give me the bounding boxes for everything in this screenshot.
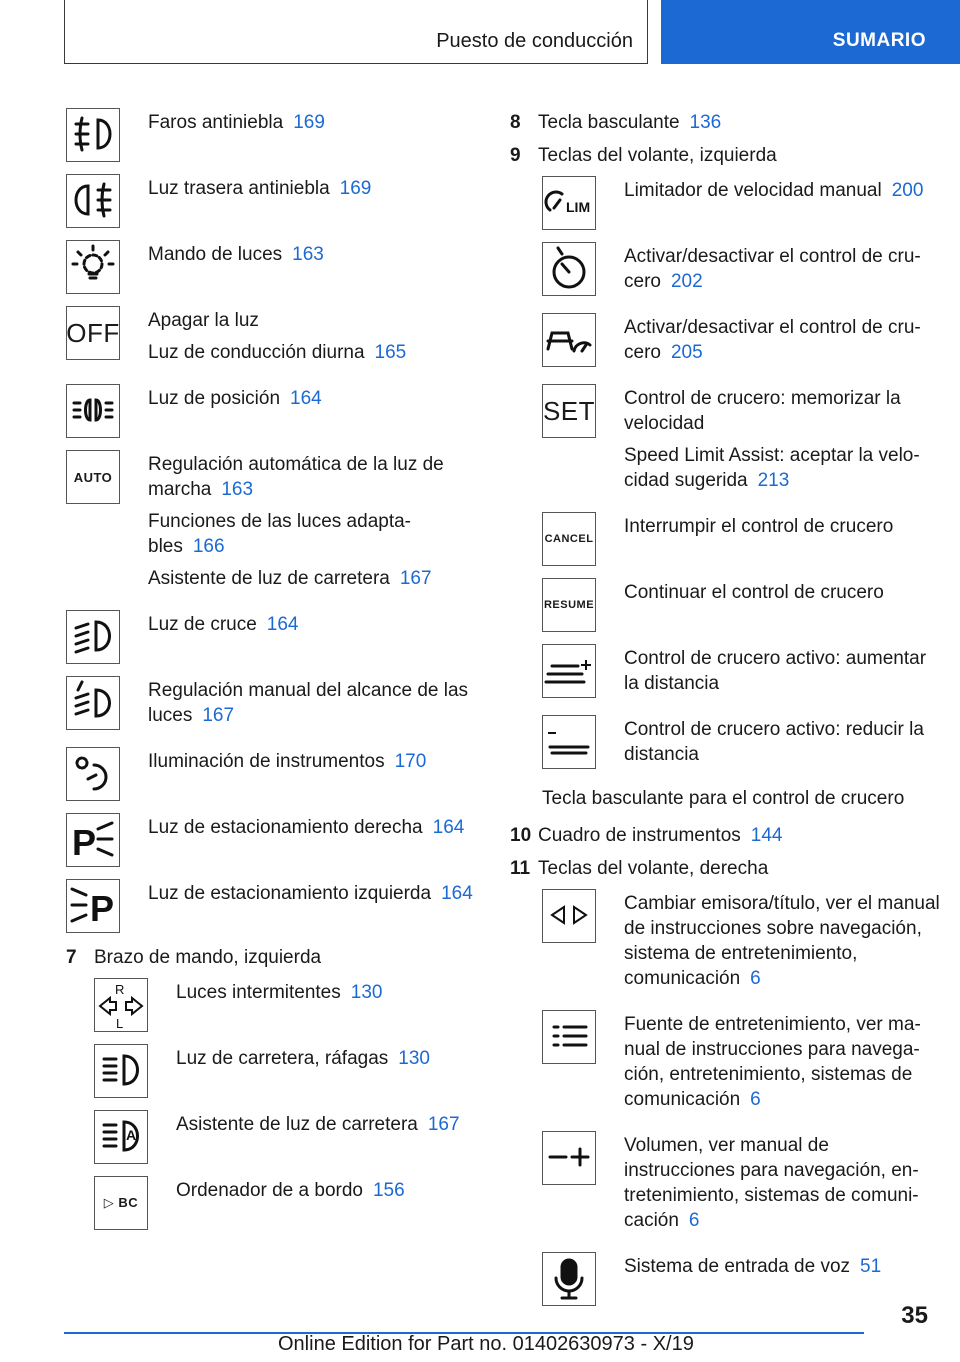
fog-light-rear-icon — [66, 174, 120, 228]
entry-description — [148, 747, 426, 801]
entry-text: Control de crucero: memorizar la velocidad — [624, 388, 901, 434]
entry-description — [624, 384, 940, 500]
entry-text: Volumen, ver manual de instrucciones para navegación, entretenimiento, sistemas de comunicación — [624, 1135, 919, 1231]
entry-row — [542, 1131, 940, 1240]
page-ref-link[interactable]: 167 — [202, 705, 235, 726]
entry-description — [624, 242, 940, 301]
page-ref-link[interactable]: 167 — [427, 1114, 460, 1135]
entry-text: Control de crucero activo: aumentar la distancia — [624, 648, 927, 694]
entry-line — [624, 717, 940, 767]
page-ref-link[interactable]: 156 — [372, 1180, 405, 1201]
page-ref-link[interactable]: 170 — [394, 751, 427, 772]
entry-line — [624, 244, 940, 294]
entry-line — [148, 815, 464, 840]
item-11 — [510, 856, 940, 881]
entry-line — [176, 1046, 430, 1071]
parking-light-left-icon — [66, 879, 120, 933]
icon-label: SET — [542, 395, 596, 426]
entry-row — [66, 676, 476, 735]
entry-text: Sistema de entrada de voz — [624, 1256, 851, 1277]
entry-line — [148, 340, 406, 365]
entry-description — [624, 578, 884, 632]
entry-row — [94, 1044, 476, 1098]
icon-label: ▷ BC — [103, 1195, 139, 1210]
entry-row — [542, 384, 940, 500]
high-beam-icon — [94, 1044, 148, 1098]
entry-text: Interrumpir el control de crucero — [624, 516, 894, 537]
entry-description — [176, 1110, 460, 1164]
entry-row — [542, 313, 940, 372]
sumario-button[interactable] — [661, 0, 960, 64]
entry-line — [624, 646, 940, 696]
svg-text:LIM: LIM — [566, 199, 591, 215]
entry-row — [66, 174, 476, 228]
entry-text: Activar/desactivar el control de crucero — [624, 317, 921, 363]
entry-line — [148, 110, 325, 135]
entry-row — [542, 889, 940, 998]
position-light-icon — [66, 384, 120, 438]
page-ref-link[interactable]: 165 — [374, 342, 407, 363]
entry-text: Luz de posición — [148, 388, 281, 409]
entry-description — [624, 715, 940, 774]
entry-text: Apagar la luz — [148, 310, 259, 331]
distance-increase-icon — [542, 644, 596, 698]
left-entries — [66, 108, 476, 933]
entry-description — [148, 450, 476, 598]
entry-description — [624, 889, 940, 998]
entry-text: Luz de conducción diurna — [148, 342, 365, 363]
item-label: Cuadro de instrumentos — [538, 825, 741, 846]
item-label: Teclas del volante, izquierda — [538, 145, 777, 166]
entry-description — [148, 384, 322, 438]
page-ref-link[interactable]: 6 — [688, 1210, 700, 1231]
icon-label: AUTO — [73, 469, 113, 485]
entry-description — [176, 1176, 405, 1230]
icon-label: RESUME — [543, 599, 595, 611]
entry-text: Activar/desactivar el control de crucero — [624, 246, 921, 292]
text-icon — [94, 1176, 148, 1230]
cruise-control-icon — [542, 242, 596, 296]
page-ref-link[interactable]: 167 — [399, 568, 432, 589]
entry-line — [624, 891, 940, 991]
entry-line — [148, 509, 476, 559]
entry-row — [66, 306, 476, 372]
entry-line — [624, 443, 940, 493]
entry-line — [176, 980, 382, 1005]
item9-note: Tecla basculante para el control de crucero — [542, 788, 905, 809]
entry-row — [66, 813, 476, 867]
sumario-label: SUMARIO — [832, 30, 926, 51]
entry-text: Luz de estacionamiento derecha — [148, 817, 423, 838]
entry-row — [542, 1010, 940, 1119]
svg-text:R: R — [115, 982, 125, 997]
page-ref-link[interactable]: 130 — [398, 1048, 430, 1069]
text-icon — [66, 450, 120, 504]
entry-description — [148, 676, 476, 735]
entry-row — [66, 610, 476, 664]
page-ref-link[interactable]: 202 — [670, 271, 703, 292]
item-9 — [510, 143, 940, 168]
entry-description — [148, 879, 473, 933]
icon-label: OFF — [66, 317, 120, 348]
header-frame — [64, 0, 648, 64]
text-icon — [542, 512, 596, 566]
entry-line — [176, 1178, 405, 1203]
item-number: 10 — [510, 825, 532, 846]
entry-description — [624, 1010, 940, 1119]
svg-text:A: A — [126, 1127, 137, 1143]
entry-line — [148, 176, 371, 201]
entry-line — [148, 566, 476, 591]
entry-line — [624, 1254, 881, 1279]
icon-label: CANCEL — [544, 533, 594, 545]
page-ref-link[interactable]: 130 — [350, 982, 383, 1003]
entry-description — [148, 108, 325, 162]
entry-row — [94, 1110, 476, 1164]
entry-description — [176, 978, 382, 1032]
distance-decrease-icon — [542, 715, 596, 769]
entry-line — [148, 242, 324, 267]
entry-text: Luces intermitentes — [176, 982, 341, 1003]
page-ref-link[interactable]: 144 — [750, 825, 783, 846]
entry-description — [624, 1252, 881, 1306]
entry-description — [148, 610, 299, 664]
entry-text: Regulación manual del alcance de las luces — [148, 680, 469, 726]
entry-text: Control de crucero activo: reducir la distancia — [624, 719, 924, 765]
item7-entries — [94, 978, 476, 1230]
entry-text: Funciones de las luces adaptables — [148, 511, 411, 557]
item9-entries — [542, 176, 940, 774]
entry-text: Regulación automática de la luz de marcha — [148, 454, 444, 500]
entry-line — [624, 1133, 940, 1233]
footer-edition: Online Edition for Part no. 01402630973 - X/19 — [278, 1333, 694, 1355]
entry-row — [542, 1252, 940, 1306]
turn-signal-icon — [94, 978, 148, 1032]
list-icon — [542, 1010, 596, 1064]
entry-description — [176, 1044, 430, 1098]
entry-line — [624, 1012, 940, 1112]
entry-description — [148, 813, 464, 867]
entry-text: Cambiar emisora/título, ver el manual de instrucciones sobre navegación, sistema de entretenimiento, comunicación — [624, 893, 940, 989]
left-column — [66, 108, 476, 1242]
entry-text: Luz de carretera, ráfagas — [176, 1048, 389, 1069]
entry-line — [624, 580, 884, 605]
item-number: 9 — [510, 145, 521, 166]
entry-text: Mando de luces — [148, 244, 283, 265]
entry-row — [542, 644, 940, 703]
page-ref-link[interactable]: 164 — [441, 883, 473, 904]
page-ref-link[interactable]: 169 — [293, 112, 325, 133]
entry-description — [624, 313, 940, 372]
entry-text: Ordenador de a bordo — [176, 1180, 363, 1201]
svg-text:P: P — [90, 888, 115, 929]
entry-description — [148, 240, 324, 294]
entry-line — [624, 315, 940, 365]
entry-row — [94, 1176, 476, 1230]
entry-description — [624, 512, 893, 566]
entry-description — [624, 1131, 940, 1240]
entry-row — [542, 578, 940, 632]
text-icon — [66, 306, 120, 360]
page-ref-link[interactable]: 163 — [292, 244, 324, 265]
entry-row — [94, 978, 476, 1032]
speed-limiter-icon — [542, 176, 596, 230]
entry-text: Limitador de velocidad manual — [624, 180, 882, 201]
item-10 — [510, 823, 940, 848]
entry-text: Faros antiniebla — [148, 112, 284, 133]
page-ref-link[interactable]: 164 — [290, 388, 322, 409]
page-ref-link[interactable]: 136 — [689, 112, 722, 133]
page-ref-link[interactable]: 163 — [221, 479, 254, 500]
entry-description — [624, 644, 940, 703]
light-control-icon — [66, 240, 120, 294]
item-number: 11 — [510, 858, 531, 879]
item-number: 7 — [66, 947, 77, 968]
low-beam-icon — [66, 610, 120, 664]
station-change-icon — [542, 889, 596, 943]
entry-description — [624, 176, 923, 230]
entry-row — [66, 240, 476, 294]
entry-row — [66, 450, 476, 598]
entry-row — [66, 747, 476, 801]
entry-row — [66, 384, 476, 438]
high-beam-assist-icon — [94, 1110, 148, 1164]
item-number: 8 — [510, 112, 521, 133]
entry-line — [176, 1112, 460, 1137]
entry-row — [542, 242, 940, 301]
item-7 — [66, 945, 476, 970]
entry-line — [148, 678, 476, 728]
entry-line — [148, 749, 426, 774]
page-ref-link[interactable]: 166 — [192, 536, 225, 557]
item-label: Tecla basculante — [538, 112, 680, 133]
headlight-range-icon — [66, 676, 120, 730]
section-title: Puesto de conducción — [436, 30, 633, 52]
svg-text:L: L — [116, 1016, 124, 1030]
volume-icon — [542, 1131, 596, 1185]
entry-text: Iluminación de instrumentos — [148, 751, 385, 772]
entry-row — [66, 108, 476, 162]
page-ref-link[interactable]: 200 — [891, 180, 924, 201]
page-ref-link[interactable]: 169 — [339, 178, 372, 199]
entry-line — [148, 308, 406, 333]
entry-description — [148, 174, 371, 228]
page-ref-link[interactable]: 205 — [670, 342, 703, 363]
entry-row — [542, 176, 940, 230]
page-ref-link[interactable]: 164 — [266, 614, 299, 635]
page-number: 35 — [901, 1302, 928, 1329]
page-ref-link[interactable]: 51 — [860, 1256, 882, 1277]
item-label: Teclas del volante, derecha — [538, 858, 769, 879]
entry-row — [66, 879, 476, 933]
entry-text: Luz de cruce — [148, 614, 257, 635]
parking-light-right-icon — [66, 813, 120, 867]
entry-text: Luz de estacionamiento izquierda — [148, 883, 432, 904]
entry-text: Asistente de luz de carretera — [176, 1114, 418, 1135]
entry-line — [624, 386, 940, 436]
entry-line — [148, 452, 476, 502]
microphone-icon — [542, 1252, 596, 1306]
item-8 — [510, 110, 940, 135]
entry-line — [148, 881, 473, 906]
entry-text: Fuente de entretenimiento, ver manual de instrucciones para navegación, entretenimiento, sistemas de comunicación — [624, 1014, 921, 1110]
instrument-lighting-icon — [66, 747, 120, 801]
page-ref-link[interactable]: 6 — [750, 968, 761, 989]
page-ref-link[interactable]: 164 — [432, 817, 465, 838]
text-icon — [542, 578, 596, 632]
entry-line — [624, 178, 923, 203]
item11-entries — [542, 889, 940, 1306]
entry-line — [148, 612, 299, 637]
page-ref-link[interactable]: 213 — [757, 470, 790, 491]
svg-text:P: P — [72, 822, 97, 863]
entry-line — [148, 386, 322, 411]
entry-text: Asistente de luz de carretera — [148, 568, 390, 589]
text-icon — [542, 384, 596, 438]
entry-description — [148, 306, 406, 372]
entry-line — [624, 514, 893, 539]
item-label: Brazo de mando, izquierda — [94, 947, 322, 968]
entry-text: Speed Limit Assist: aceptar la velocidad sugerida — [624, 445, 920, 491]
entry-row — [542, 715, 940, 774]
entry-row — [542, 512, 940, 566]
page-ref-link[interactable]: 6 — [750, 1089, 761, 1110]
entry-text: Continuar el control de crucero — [624, 582, 884, 603]
active-cruise-icon — [542, 313, 596, 367]
right-column — [510, 108, 940, 1318]
fog-light-front-icon — [66, 108, 120, 162]
entry-text: Luz trasera antiniebla — [148, 178, 330, 199]
